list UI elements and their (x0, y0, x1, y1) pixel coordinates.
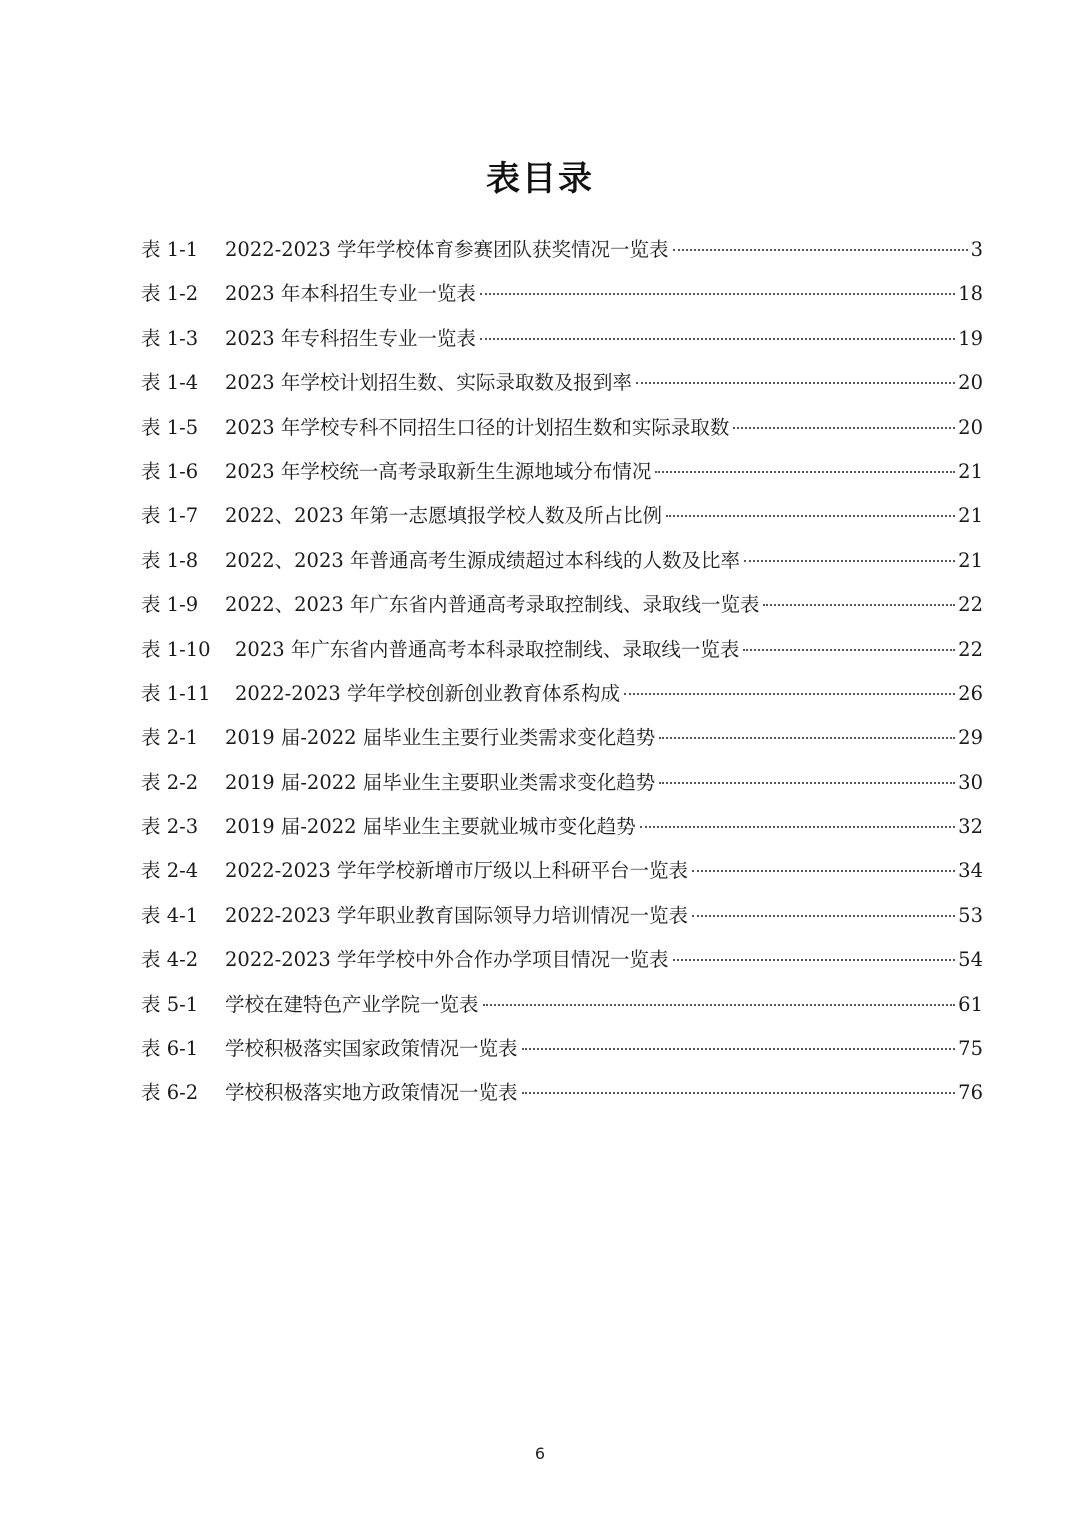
toc-entry[interactable] (141, 494, 983, 538)
toc-entry-label: 表 1-2 (141, 282, 199, 306)
dot-leader (659, 782, 955, 784)
toc-entry-label: 表 5-1 (141, 992, 199, 1016)
toc-entry-label: 表 4-2 (141, 948, 199, 972)
toc-entry[interactable] (141, 805, 983, 849)
toc-entry[interactable] (141, 317, 983, 361)
toc-entry-caption: 2022、2023 年第一志愿填报学校人数及所占比例 (225, 504, 662, 528)
toc-entry[interactable] (141, 450, 983, 494)
toc-entry-label: 表 2-4 (141, 859, 199, 883)
toc-entry-label: 表 2-1 (141, 726, 199, 750)
toc-entry-caption: 2022-2023 学年学校中外合作办学项目情况一览表 (225, 948, 669, 972)
toc-entry[interactable] (141, 628, 983, 672)
toc-entry[interactable] (141, 894, 983, 938)
toc-entry-label: 表 1-8 (141, 548, 199, 572)
dot-leader (480, 338, 955, 340)
toc-entry-caption: 学校积极落实地方政策情况一览表 (225, 1081, 518, 1105)
toc-entry-caption: 2019 届-2022 届毕业生主要职业类需求变化趋势 (225, 770, 656, 794)
toc-entry-page: 34 (958, 859, 983, 883)
dot-leader (522, 1092, 956, 1094)
toc-entry-page: 54 (958, 948, 983, 972)
dot-leader (673, 959, 956, 961)
dot-leader (483, 1004, 956, 1006)
toc-entry-caption: 2022、2023 年广东省内普通高考录取控制线、录取线一览表 (225, 593, 760, 617)
toc-entry-label: 表 1-5 (141, 415, 199, 439)
toc-entry-page: 21 (958, 548, 983, 572)
toc-entry-caption: 学校积极落实国家政策情况一览表 (225, 1037, 518, 1061)
toc-entry-caption: 2022-2023 学年学校体育参赛团队获奖情况一览表 (225, 238, 669, 261)
toc-entry[interactable] (141, 1071, 983, 1115)
toc-entry-caption: 2023 年广东省内普通高考本科录取控制线、录取线一览表 (235, 637, 740, 661)
toc-entry[interactable] (141, 361, 983, 405)
toc-entry[interactable] (141, 406, 983, 450)
toc-entry[interactable] (141, 672, 983, 716)
toc-entry-caption: 2023 年专科招生专业一览表 (225, 326, 476, 350)
toc-entry-caption: 2023 年本科招生专业一览表 (225, 282, 476, 306)
toc-entry-label: 表 1-4 (141, 371, 199, 395)
toc-entry-caption: 2019 届-2022 届毕业生主要行业类需求变化趋势 (225, 726, 656, 750)
dot-leader (659, 737, 955, 739)
toc-entry-label: 表 2-2 (141, 770, 199, 794)
toc-entry-caption: 学校在建特色产业学院一览表 (225, 992, 479, 1016)
toc-entry-page: 21 (958, 504, 983, 528)
dot-leader (692, 870, 955, 872)
dot-leader (640, 826, 955, 828)
dot-leader (763, 604, 955, 606)
toc-entry-page: 61 (958, 992, 983, 1016)
toc-entry-page: 75 (958, 1037, 983, 1061)
dot-leader (480, 293, 955, 295)
toc-entry-page: 18 (958, 282, 983, 306)
toc-entry[interactable] (141, 761, 983, 805)
toc-entry-page: 76 (958, 1081, 983, 1105)
toc-entry[interactable] (141, 272, 983, 316)
toc-entry-label: 表 4-1 (141, 903, 199, 927)
dot-leader (666, 515, 955, 517)
toc-entry[interactable] (141, 849, 983, 893)
toc-entry-caption: 2023 年学校统一高考录取新生生源地域分布情况 (225, 459, 652, 483)
toc-entry-page: 32 (958, 815, 983, 839)
toc-entry-label: 表 1-1 (141, 238, 199, 261)
toc-entry-page: 20 (958, 415, 983, 439)
page-title: 表目录 (486, 158, 594, 199)
toc-entry-caption: 2022-2023 学年学校新增市厅级以上科研平台一览表 (225, 859, 689, 883)
toc-entry[interactable] (141, 938, 983, 982)
dot-leader (743, 649, 955, 651)
toc-entry-label: 表 6-2 (141, 1081, 199, 1105)
toc-entry-label: 表 1-11 (141, 681, 211, 705)
toc-entry-label: 表 1-3 (141, 326, 199, 350)
toc-entry-caption: 2023 年学校专科不同招生口径的计划招生数和实际录取数 (225, 415, 730, 439)
toc-entry[interactable] (141, 583, 983, 627)
toc-entry-label: 表 1-7 (141, 504, 199, 528)
toc-entry-label: 表 1-9 (141, 593, 199, 617)
toc-entry-page: 22 (958, 593, 983, 617)
toc-entry[interactable] (141, 228, 983, 272)
page-number: 6 (534, 1444, 546, 1463)
toc-entry-label: 表 1-6 (141, 459, 199, 483)
toc-entry-label: 表 1-10 (141, 637, 211, 661)
toc-entry-caption: 2022、2023 年普通高考生源成绩超过本科线的人数及比率 (225, 548, 740, 572)
toc-entry-caption: 2019 届-2022 届毕业生主要就业城市变化趋势 (225, 815, 636, 839)
toc-entry-label: 表 6-1 (141, 1037, 199, 1061)
toc-entry-page: 21 (958, 459, 983, 483)
toc-entry-page: 19 (958, 326, 983, 350)
toc-entry-page: 22 (958, 637, 983, 661)
toc-entry-page: 53 (958, 903, 983, 927)
dot-leader (744, 560, 955, 562)
dot-leader (522, 1048, 956, 1050)
dot-leader (636, 382, 955, 384)
dot-leader (673, 249, 968, 251)
dot-leader (692, 915, 955, 917)
toc-entry-caption: 2022-2023 学年学校创新创业教育体系构成 (235, 681, 621, 705)
dot-leader (624, 693, 955, 695)
toc-entry-label: 表 2-3 (141, 815, 199, 839)
toc-entry-page: 30 (958, 770, 983, 794)
toc-entry-page: 29 (958, 726, 983, 750)
toc-entry[interactable] (141, 1027, 983, 1071)
dot-leader (733, 427, 955, 429)
toc-entry-page: 26 (958, 681, 983, 705)
toc-entry-caption: 2022-2023 学年职业教育国际领导力培训情况一览表 (225, 903, 689, 927)
toc-entry-caption: 2023 年学校计划招生数、实际录取数及报到率 (225, 371, 632, 395)
toc-entry-page: 3 (970, 238, 983, 261)
table-of-tables (141, 228, 983, 1116)
toc-entry[interactable] (141, 983, 983, 1027)
toc-entry-page: 20 (958, 371, 983, 395)
dot-leader (655, 471, 955, 473)
toc-entry[interactable] (141, 716, 983, 760)
toc-entry[interactable] (141, 539, 983, 583)
